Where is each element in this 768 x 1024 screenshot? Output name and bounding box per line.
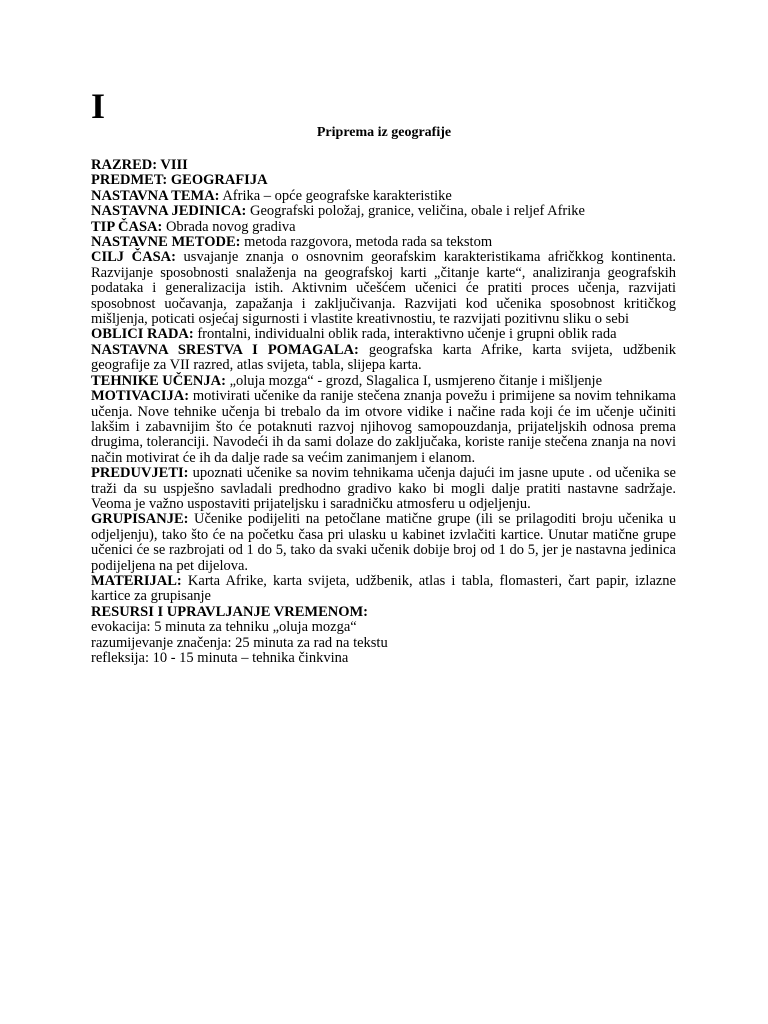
- field-text: Geografski položaj, granice, veličina, obale i reljef Afrike: [246, 203, 585, 220]
- field-label: CILJ ČASA:: [91, 249, 176, 266]
- field-label: NASTAVNA SRESTVA I POMAGALA:: [91, 341, 359, 358]
- field-label: NASTAVNA JEDINICA:: [91, 203, 247, 220]
- timeline-item-razumijevanje: razumijevanje značenja: 25 minuta za rad na tekstu: [91, 634, 388, 651]
- field-grupisanje: [91, 512, 676, 574]
- field-label: PREDMET: GEOGRAFIJA: [91, 172, 268, 189]
- field-text: Učenike podijeliti na petočlane matične grupe (ili se prilagoditi broju učenika u odjeljenju), tako što će na početku časa pri ulasku u kabinet izvlačiti kartice. Unutar matične grupe učenici će se razbrojati od 1 do 5, tako da svaki učenik dobije broj od 1 do 5, jer je nastavna jedinica podijeljena na pet dijelova.: [91, 511, 676, 574]
- field-label: NASTAVNE METODE:: [91, 234, 241, 251]
- field-label: PREDUVJETI:: [91, 465, 189, 482]
- field-nastavna-srestva: [91, 343, 676, 374]
- field-text: metoda razgovora, metoda rada sa tekstom: [240, 234, 493, 251]
- field-resursi: [91, 605, 676, 620]
- field-cilj-casa: [91, 250, 676, 327]
- field-nastavna-tema: [91, 189, 676, 204]
- field-label: RESURSI I UPRAVLJANJE VREMENOM:: [91, 603, 369, 620]
- field-razred: [91, 158, 676, 173]
- field-label: TEHNIKE UČENJA:: [91, 372, 226, 389]
- timeline-item-refleksija: refleksija: 10 - 15 minuta – tehnika činkvina: [91, 650, 349, 666]
- field-preduvjeti: [91, 466, 676, 512]
- field-materijal: [91, 574, 676, 605]
- field-text: usvajanje znanja o osnovnim georafskim karakteristikama afričkkog kontinenta. Razvijanje sposobnosti snalaženja na geografskoj karti „čitanje karte“, analiziranja geografskih podataka i generalizacija istih. Aktivnim učešćem učenici će pratiti proces učenja, razvijati sposobnost uočavanja, zapažanja i zaključivanja. Razvijati kod učenika sposobnost kritičkog mišljenja, poticati osjećaj sigurnosti i vlastite kreativnostiu, te razvijati pozitivnu sliku o sebi: [91, 249, 677, 328]
- field-motivacija: [91, 389, 676, 466]
- lesson-plan-body: [91, 158, 676, 666]
- field-text: upoznati učenike sa novim tehnikama učenja dajući im jasne upute . od učenika se traži da su uspješno savladali predhodno gradivo kako bi mogli dalje pratiti nastavne sadržaje. Veoma je važno uspostaviti prijateljsku i saradničku atmosferu u odjeljenju.: [91, 465, 676, 512]
- field-tip-casa: [91, 220, 676, 235]
- field-label: MOTIVACIJA:: [91, 388, 190, 405]
- field-label: RAZRED: VIII: [91, 157, 188, 173]
- field-oblici-rada: [91, 327, 676, 342]
- field-text: Karta Afrike, karta svijeta, udžbenik, atlas i tabla, flomasteri, čart papir, izlazne kartice za grupisanje: [91, 572, 676, 605]
- field-text: „oluja mozga“ - grozd, Slagalica I, usmjereno čitanje i mišljenje: [225, 372, 603, 389]
- field-text: geografska karta Afrike, karta svijeta, udžbenik geografije za VII razred, atlas svijeta, tabla, slijepa karta.: [91, 341, 676, 374]
- field-label: OBLICI RADA:: [91, 326, 194, 343]
- field-text: motivirati učenike da ranije stečena znanja povežu i primijene sa novim tehnikama učenja. Nove tehnike učenja bi trebalo da im otvore vidike i načine rada koji će im učenje učiniti lakšim i zabavnijim što će potaknuti razvoj njihovog samopouzdanja, prijateljskih odnosa prema drugima, toleranciji. Navodeći ih da sami dolaze do zaključaka, koriste ranije stečena znanja na novi način motivirat će ih da dalje rade sa većim zanimanjem i elanom.: [91, 388, 676, 466]
- field-nastavna-jedinica: [91, 204, 676, 219]
- section-numeral: I: [91, 86, 106, 126]
- field-text: Afrika – opće geografske karakteristike: [219, 187, 452, 204]
- timeline-item-evokacija: evokacija: 5 minuta za tehniku „oluja mozga“: [91, 619, 357, 636]
- field-label: TIP ČASA:: [91, 218, 163, 235]
- field-label: GRUPISANJE:: [91, 511, 189, 528]
- field-tehnike-ucenja: [91, 374, 676, 389]
- field-label: NASTAVNA TEMA:: [91, 187, 220, 204]
- field-text: frontalni, individualni oblik rada, interaktivno učenje i grupni oblik rada: [193, 326, 617, 343]
- field-predmet: [91, 173, 676, 188]
- document-title: Priprema iz geografije: [316, 125, 452, 140]
- field-label: MATERIJAL:: [91, 572, 182, 589]
- field-text: Obrada novog gradiva: [162, 218, 296, 235]
